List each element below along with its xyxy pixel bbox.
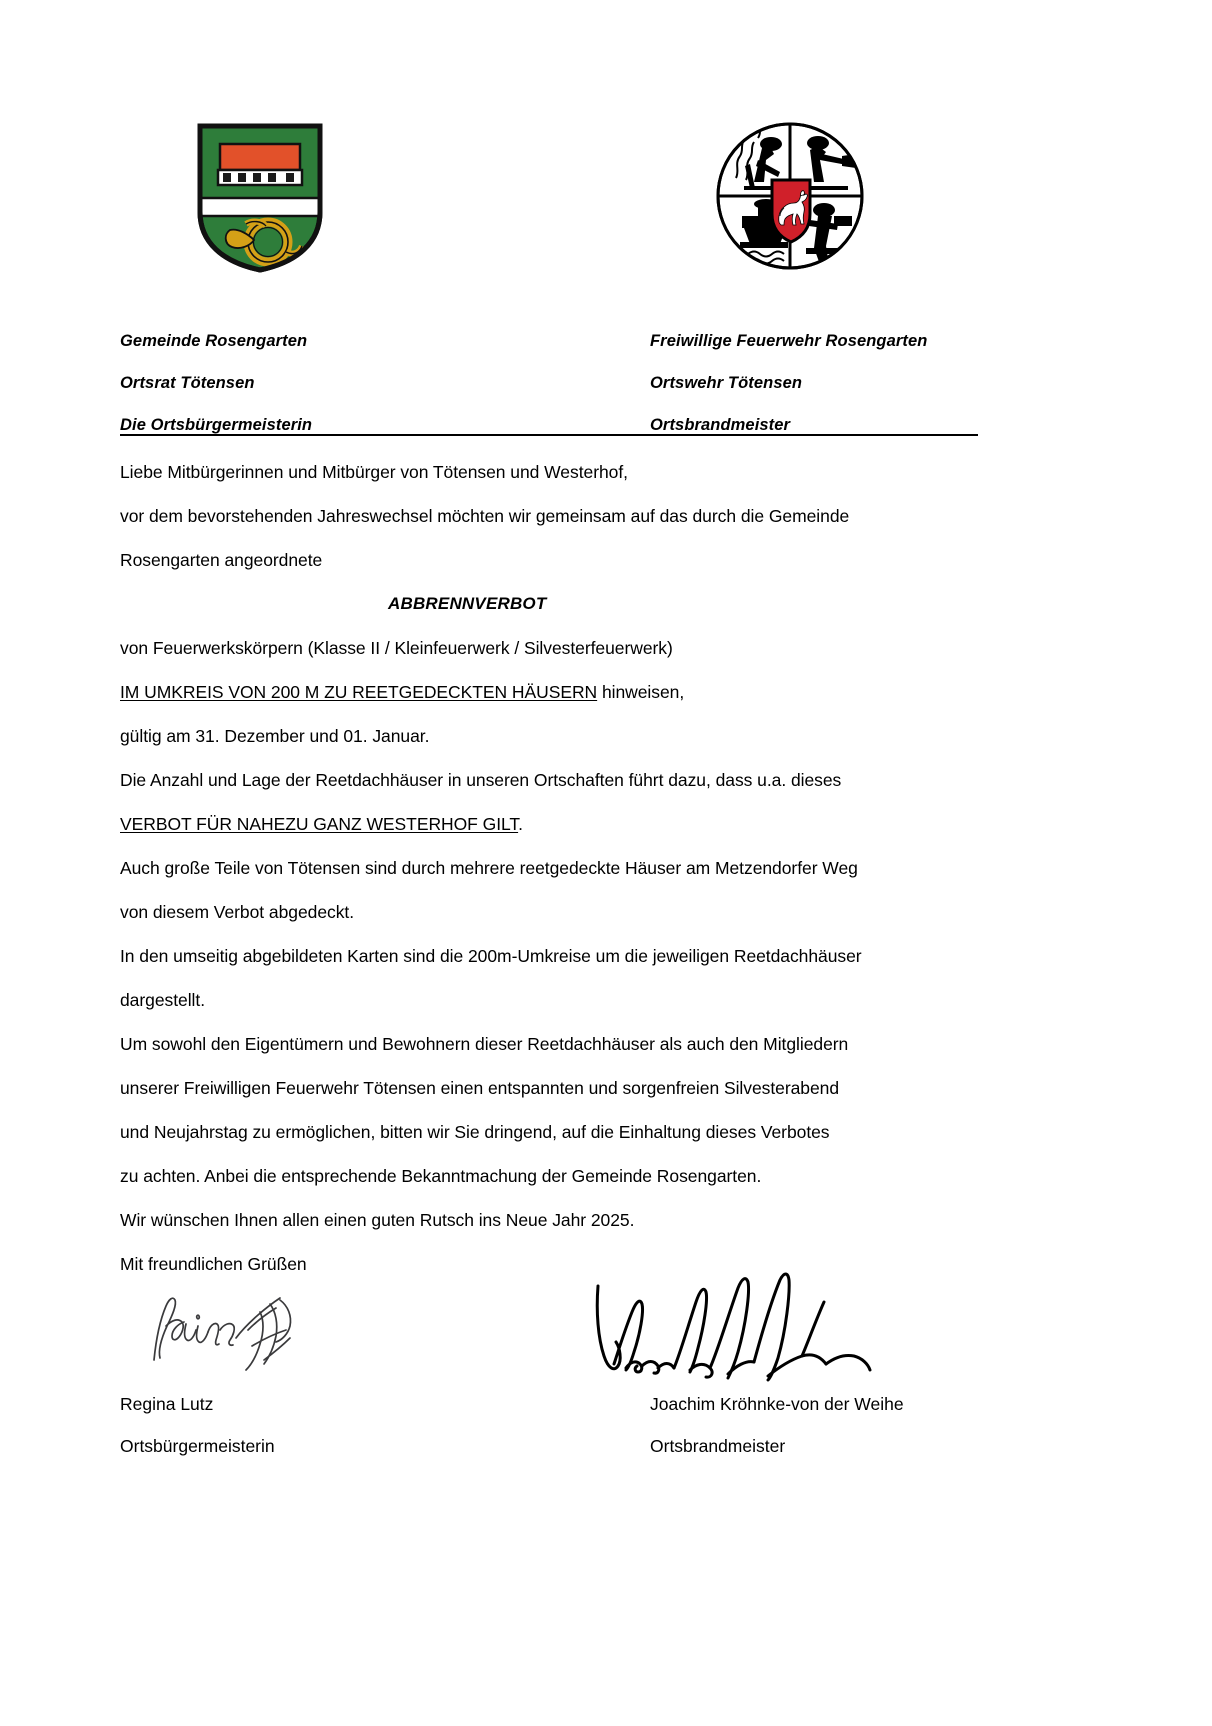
gemeinde-logo-slot xyxy=(186,108,336,288)
signatory-left-title: Ortsbürgermeisterin xyxy=(120,1436,275,1456)
signature-names xyxy=(120,1383,1000,1467)
line-appeal-3: und Neujahrstag zu ermöglichen, bitten wir Sie dringend, auf die Einhaltung dieses Verbotes xyxy=(120,1122,830,1142)
letter-body xyxy=(120,450,1000,1286)
header-right-brigade: Ortswehr Tötensen xyxy=(650,374,803,392)
intro-line-2: Rosengarten angeordnete xyxy=(120,550,323,570)
header-left-role: Die Ortsbürgermeisterin xyxy=(120,416,313,434)
line-appeal-1: Um sowohl den Eigentümern und Bewohnern dieser Reetdachhäuser als auch den Mitgliedern xyxy=(120,1034,849,1054)
feuerwehr-logo-slot xyxy=(714,108,864,288)
header-divider-rule xyxy=(120,434,978,436)
salutation: Liebe Mitbürgerinnen und Mitbürger von Tötensen und Westerhof, xyxy=(120,462,628,482)
line-new-year-wishes: Wir wünschen Ihnen allen einen guten Rutsch ins Neue Jahr 2025. xyxy=(120,1210,635,1230)
line-radius-tail: hinweisen, xyxy=(597,682,685,702)
line-radius-underlined: IM UMKREIS VON 200 M ZU REETGEDECKTEN HÄUSERN xyxy=(120,682,598,702)
line-maps-2: dargestellt. xyxy=(120,990,206,1010)
letterhead-line xyxy=(120,362,978,404)
header-left-council: Ortsrat Tötensen xyxy=(120,374,255,392)
freiwillige-feuerwehr-emblem-icon xyxy=(714,120,866,272)
line-toetensen-2: von diesem Verbot abgedeckt. xyxy=(120,902,355,922)
header-left-organisation: Gemeinde Rosengarten xyxy=(120,332,308,350)
ban-heading: ABBRENNVERBOT xyxy=(388,594,547,613)
line-appeal-4: zu achten. Anbei die entsprechende Bekanntmachung der Gemeinde Rosengarten. xyxy=(120,1166,762,1186)
intro-line-1: vor dem bevorstehenden Jahreswechsel möchten wir gemeinsam auf das durch die Gemeinde xyxy=(120,506,850,526)
gemeinde-rosengarten-coat-of-arms-icon xyxy=(194,120,326,275)
signature-title-line xyxy=(120,1425,1000,1467)
line-westerhof-underlined: VERBOT FÜR NAHEZU GANZ WESTERHOF GILT xyxy=(120,814,519,834)
header-right-organisation: Freiwillige Feuerwehr Rosengarten xyxy=(650,332,928,350)
signatory-right-name: Joachim Kröhnke-von der Weihe xyxy=(650,1394,904,1414)
letterhead-line xyxy=(120,404,978,446)
signature-name-line xyxy=(120,1383,1000,1425)
line-westerhof xyxy=(120,802,1000,846)
closing-greeting: Mit freundlichen Grüßen xyxy=(120,1254,307,1274)
logo-row xyxy=(0,108,1212,288)
line-toetensen-1: Auch große Teile von Tötensen sind durch mehrere reetgedeckte Häuser am Metzendorfer Weg xyxy=(120,858,858,878)
line-appeal-2: unserer Freiwilligen Feuerwehr Tötensen einen entspannten und sorgenfreien Silvesterabend xyxy=(120,1078,840,1098)
letterhead-line xyxy=(120,320,978,362)
line-radius xyxy=(120,670,1000,714)
line-westerhof-tail: . xyxy=(518,814,523,834)
line-fireworks: von Feuerwerkskörpern (Klasse II / Kleinfeuerwerk / Silvesterfeuerwerk) xyxy=(120,638,673,658)
signatory-right-title: Ortsbrandmeister xyxy=(650,1436,786,1456)
signature-joachim-kroehnke-von-der-weihe-icon xyxy=(590,1268,890,1388)
line-count: Die Anzahl und Lage der Reetdachhäuser in unseren Ortschaften führt dazu, dass u.a. dieses xyxy=(120,770,842,790)
letterhead-header xyxy=(120,320,978,446)
signatory-left-name: Regina Lutz xyxy=(120,1394,214,1414)
signature-regina-lutz-icon xyxy=(140,1268,340,1383)
signature-area xyxy=(120,1268,1000,1388)
header-right-role: Ortsbrandmeister xyxy=(650,416,791,434)
line-valid-dates: gültig am 31. Dezember und 01. Januar. xyxy=(120,726,430,746)
line-maps-1: In den umseitig abgebildeten Karten sind die 200m-Umkreise um die jeweiligen Reetdachhäuser xyxy=(120,946,862,966)
